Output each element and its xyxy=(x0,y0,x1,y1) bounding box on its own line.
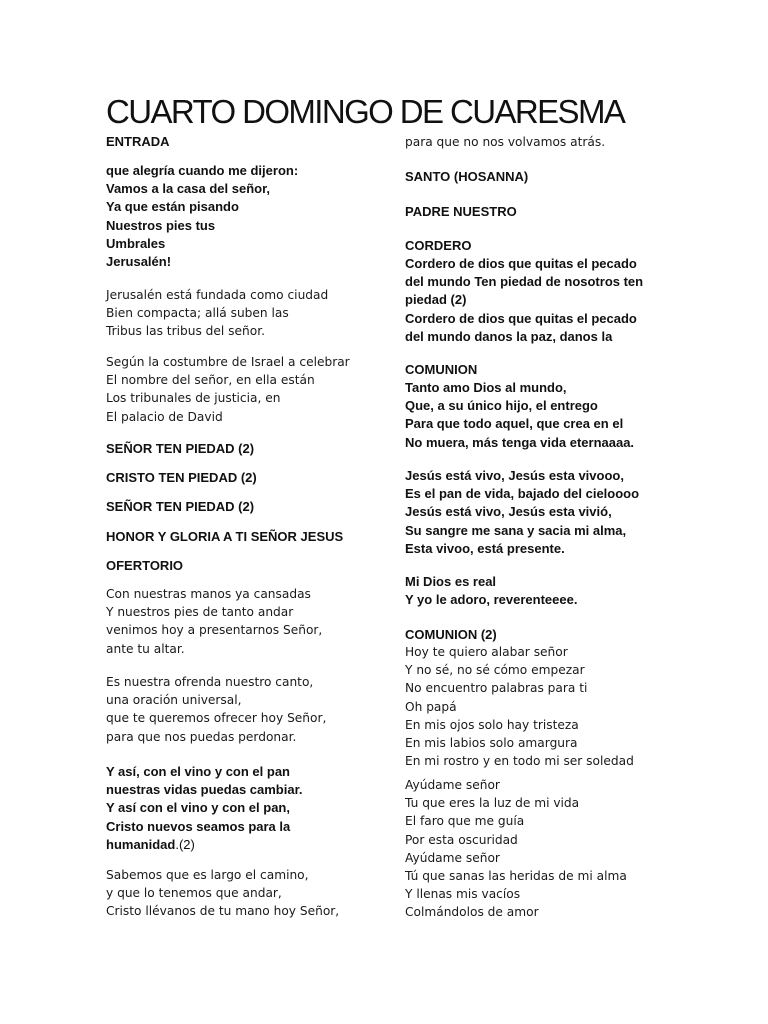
comunion-2-verse-2-line: Tu que eres la luz de mi vida xyxy=(405,796,580,811)
comunion-2-verse-1-line: En mis labios solo amargura xyxy=(405,736,578,751)
comunion-2-verse-2-line: Ayúdame señor xyxy=(405,850,500,865)
comunion-chorus-line: Jesús está vivo, Jesús esta vivió, xyxy=(405,504,612,520)
entrada-verse-1 xyxy=(106,286,328,341)
entrada-verse-1-line: Bien compacta; allá suben las xyxy=(106,306,289,321)
entrada-verse-1-line: Tribus las tribus del señor. xyxy=(106,324,265,339)
ofertorio-continuation: para que no nos volvamos atrás. xyxy=(405,135,606,149)
entrada-verse-2-line: Según la costumbre de Israel a celebrar xyxy=(106,355,350,369)
comunion-2-verse-2 xyxy=(405,776,627,922)
ofertorio-chorus-last-line xyxy=(106,836,303,854)
comunion-chorus xyxy=(405,467,639,558)
ofertorio-chorus-lines-line: Y así, con el vino y con el pan xyxy=(106,764,290,779)
ofertorio-verse-2 xyxy=(106,673,326,746)
ofertorio-chorus-lines-line: Cristo nuevos seamos para la xyxy=(106,818,291,834)
kyrie-line-1: SEÑOR TEN PIEDAD (2) xyxy=(106,441,255,456)
comunion-verse-1 xyxy=(405,379,634,452)
comunion-2-verse-1-line: Hoy te quiero alabar señor xyxy=(405,645,568,659)
cordero-text xyxy=(405,255,643,346)
comunion-ending-line: Y yo le adoro, reverenteeee. xyxy=(405,592,578,608)
ofertorio-verse-2-line: Es nuestra ofrenda nuestro canto, xyxy=(106,675,314,689)
entrada-chorus-line: Umbrales xyxy=(106,235,166,251)
entrada-chorus-line: Nuestros pies tus xyxy=(106,217,216,233)
ofertorio-verse-2-line: una oración universal, xyxy=(106,693,242,708)
comunion-chorus-line: Esta vivoo, está presente. xyxy=(405,540,565,556)
ofertorio-verse-1-line: Y nuestros pies de tanto andar xyxy=(106,605,294,620)
ofertorio-heading: OFERTORIO xyxy=(106,558,184,573)
entrada-verse-2-line: El nombre del señor, en ella están xyxy=(106,373,315,388)
comunion-chorus-line: Es el pan de vida, bajado del cieloooo xyxy=(405,486,640,502)
ofertorio-verse-1-line: venimos hoy a presentarnos Señor, xyxy=(106,623,323,638)
comunion-2-verse-1-line: Y no sé, no sé cómo empezar xyxy=(405,663,585,678)
ofertorio-chorus-repeat-mark: .(2) xyxy=(175,836,195,852)
entrada-verse-2-line: El palacio de David xyxy=(106,409,223,424)
comunion-2-heading: COMUNION (2) xyxy=(405,627,497,642)
comunion-2-verse-2-line: Tú que sanas las heridas de mi alma xyxy=(405,869,627,884)
comunion-verse-1-line: Para que todo aquel, que crea en el xyxy=(405,416,624,432)
gloria-line: HONOR Y GLORIA A TI SEÑOR JESUS xyxy=(106,529,344,544)
ofertorio-verse-2-line: para que nos puedas perdonar. xyxy=(106,729,297,744)
cordero-text-line: piedad (2) xyxy=(405,292,467,308)
ofertorio-chorus xyxy=(106,763,303,854)
comunion-2-verse-2-line: Por esta oscuridad xyxy=(405,832,518,847)
ofertorio-chorus-lines-line: Y así con el vino y con el pan, xyxy=(106,800,290,816)
page-title: CUARTO DOMINGO DE CUARESMA xyxy=(106,93,625,130)
comunion-chorus-line: Su sangre me sana y sacia mi alma, xyxy=(405,522,627,538)
comunion-2-verse-2-line: Ayúdame señor xyxy=(405,778,500,792)
ofertorio-verse-3 xyxy=(106,866,339,921)
comunion-2-verse-1-line: Oh papá xyxy=(405,699,457,714)
entrada-chorus-line: que alegría cuando me dijeron: xyxy=(106,163,299,178)
comunion-heading: COMUNION xyxy=(405,362,478,377)
ofertorio-chorus-lines xyxy=(106,763,303,836)
comunion-2-verse-1-line: En mis ojos solo hay tristeza xyxy=(405,717,579,732)
comunion-2-verse-2-line: El faro que me guía xyxy=(405,814,525,829)
cordero-text-line: Cordero de dios que quitas el pecado xyxy=(405,310,637,326)
entrada-verse-2 xyxy=(106,353,350,426)
comunion-verse-1-line: Tanto amo Dios al mundo, xyxy=(405,380,567,395)
entrada-chorus-line: Vamos a la casa del señor, xyxy=(106,181,271,197)
ofertorio-chorus-lines-line: nuestras vidas puedas cambiar. xyxy=(106,782,303,798)
comunion-2-verse-2-line: Y llenas mis vacíos xyxy=(405,887,521,902)
santo-heading: SANTO (HOSANNA) xyxy=(405,169,529,184)
cordero-heading: CORDERO xyxy=(405,238,472,253)
comunion-ending xyxy=(405,573,577,609)
ofertorio-verse-3-line: Sabemos que es largo el camino, xyxy=(106,868,309,882)
comunion-verse-1-line: No muera, más tenga vida eternaaaa. xyxy=(405,434,635,450)
ofertorio-verse-1 xyxy=(106,585,322,658)
kyrie-line-2: CRISTO TEN PIEDAD (2) xyxy=(106,470,257,485)
entrada-verse-1-line: Jerusalén está fundada como ciudad xyxy=(106,288,329,302)
cordero-text-line: Cordero de dios que quitas el pecado xyxy=(405,256,637,271)
ofertorio-verse-1-line: Con nuestras manos ya cansadas xyxy=(106,587,311,601)
comunion-chorus-line: Jesús está vivo, Jesús esta vivooo, xyxy=(405,468,624,483)
ofertorio-verse-3-line: y que lo tenemos que andar, xyxy=(106,886,282,901)
comunion-2-verse-1 xyxy=(405,643,634,770)
padre-nuestro-heading: PADRE NUESTRO xyxy=(405,204,517,219)
ofertorio-verse-2-line: que te queremos ofrecer hoy Señor, xyxy=(106,711,327,726)
entrada-chorus-line: Ya que están pisando xyxy=(106,199,239,215)
cordero-text-line: del mundo Ten piedad de nosotros ten xyxy=(405,274,644,290)
entrada-chorus-line: Jerusalén! xyxy=(106,254,172,270)
ofertorio-verse-1-line: ante tu altar. xyxy=(106,641,185,656)
comunion-verse-1-line: Que, a su único hijo, el entrego xyxy=(405,398,598,414)
cordero-text-line: del mundo danos la paz, danos la xyxy=(405,328,613,344)
kyrie-line-3: SEÑOR TEN PIEDAD (2) xyxy=(106,499,255,514)
entrada-chorus xyxy=(106,162,298,271)
comunion-2-verse-1-line: No encuentro palabras para ti xyxy=(405,681,588,696)
entrada-verse-2-line: Los tribunales de justicia, en xyxy=(106,391,281,406)
comunion-ending-line: Mi Dios es real xyxy=(405,574,497,589)
comunion-2-verse-2-line: Colmándolos de amor xyxy=(405,905,539,920)
ofertorio-verse-3-line: Cristo llévanos de tu mano hoy Señor, xyxy=(106,904,340,919)
comunion-2-verse-1-line: En mi rostro y en todo mi ser soledad xyxy=(405,754,634,769)
entrada-heading: ENTRADA xyxy=(106,134,170,149)
ofertorio-chorus-last-word: humanidad xyxy=(106,836,176,852)
